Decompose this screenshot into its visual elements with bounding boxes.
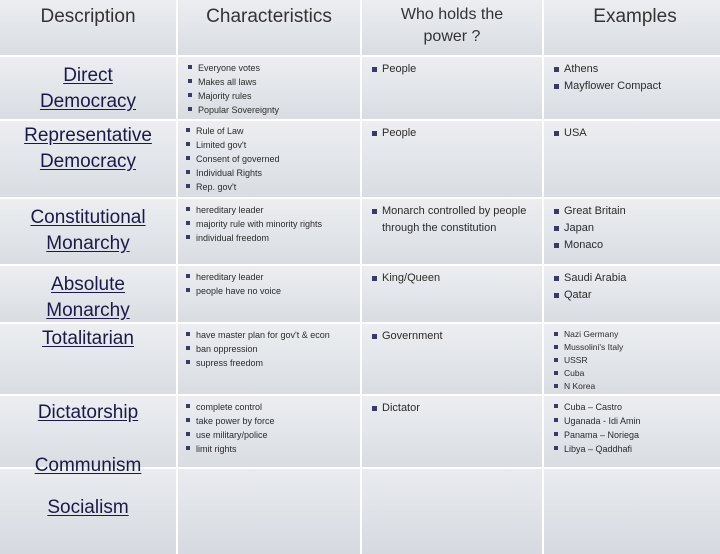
blank-cell xyxy=(544,469,720,554)
row-desc-label: Representative Democracy xyxy=(24,125,152,172)
list-item: majority rule with minority rights xyxy=(186,217,360,231)
row-holders xyxy=(362,121,542,197)
header-examples: Examples xyxy=(544,0,720,55)
characteristics-list xyxy=(178,396,360,456)
list-item: People xyxy=(372,125,542,142)
row-desc-dictatorship[interactable]: Dictatorship xyxy=(0,396,176,467)
row-desc-constitutional-monarchy[interactable] xyxy=(0,199,176,264)
list-item: hereditary leader xyxy=(186,203,360,217)
examples-list xyxy=(544,199,720,254)
row-desc-direct-democracy[interactable] xyxy=(0,57,176,119)
row-characteristics xyxy=(178,199,360,264)
list-item: Nazi Germany xyxy=(554,328,720,341)
list-item: supress freedom xyxy=(186,356,360,370)
list-item: USA xyxy=(554,125,720,142)
list-item: Consent of governed xyxy=(186,152,360,166)
row-examples xyxy=(544,396,720,467)
list-item: Saudi Arabia xyxy=(554,270,720,287)
row-holders xyxy=(362,324,542,394)
holders-list xyxy=(362,396,542,417)
row-holders xyxy=(362,396,542,467)
link-socialism[interactable]: Socialism xyxy=(47,497,129,518)
list-item: Government xyxy=(372,328,542,345)
examples-list xyxy=(544,266,720,304)
list-item: Athens xyxy=(554,61,720,78)
row-examples xyxy=(544,121,720,197)
row-desc-label: Absolute Monarchy xyxy=(46,274,130,321)
blank-cell xyxy=(362,469,542,554)
header-who-holds-power-text: Who holds the power ? xyxy=(400,6,504,45)
list-item: Cuba – Castro xyxy=(554,400,720,414)
list-item: King/Queen xyxy=(372,270,542,287)
holders-list xyxy=(362,57,542,78)
list-item: N Korea xyxy=(554,380,720,393)
holders-list xyxy=(362,121,542,142)
holders-list xyxy=(362,199,542,237)
list-item: have master plan for gov't & econ xyxy=(186,328,360,342)
list-item: Cuba xyxy=(554,367,720,380)
list-item: Great Britain xyxy=(554,203,720,220)
row-holders xyxy=(362,57,542,119)
list-item: Makes all laws xyxy=(188,75,360,89)
characteristics-list xyxy=(178,324,360,370)
list-item: Dictator xyxy=(372,400,542,417)
list-item: Monarch controlled by people through the constitution xyxy=(372,203,542,237)
list-item: take power by force xyxy=(186,414,360,428)
row-characteristics xyxy=(178,266,360,322)
row-characteristics xyxy=(178,57,360,119)
list-item: Rule of Law xyxy=(186,124,360,138)
examples-list xyxy=(544,57,720,95)
examples-list xyxy=(544,324,720,393)
list-item: Popular Sovereignty xyxy=(188,103,360,117)
row-examples xyxy=(544,324,720,394)
list-item: Mussolini's Italy xyxy=(554,341,720,354)
header-description: Description xyxy=(0,0,176,55)
row-characteristics xyxy=(178,324,360,394)
row-characteristics xyxy=(178,396,360,467)
holders-list xyxy=(362,324,542,345)
list-item: hereditary leader xyxy=(186,270,360,284)
list-item: ban oppression xyxy=(186,342,360,356)
row-holders xyxy=(362,266,542,322)
list-item: Libya – Qaddhafi xyxy=(554,442,720,456)
blank-cell xyxy=(178,469,360,554)
other-forms xyxy=(0,445,176,529)
list-item: Mayflower Compact xyxy=(554,78,720,95)
list-item: USSR xyxy=(554,354,720,367)
row-desc-label: Constitutional Monarchy xyxy=(30,207,146,254)
list-item: individual freedom xyxy=(186,231,360,245)
row-desc-totalitarian[interactable]: Totalitarian xyxy=(0,324,176,394)
examples-list xyxy=(544,121,720,142)
row-examples xyxy=(544,266,720,322)
list-item: Qatar xyxy=(554,287,720,304)
examples-list xyxy=(544,396,720,456)
link-communism[interactable]: Communism xyxy=(34,455,142,476)
row-characteristics xyxy=(178,121,360,197)
characteristics-list xyxy=(178,266,360,298)
row-desc-representative-democracy[interactable] xyxy=(0,121,176,197)
characteristics-list xyxy=(178,121,360,194)
list-item: Individual Rights xyxy=(186,166,360,180)
list-item: Majority rules xyxy=(188,89,360,103)
list-item: Monaco xyxy=(554,237,720,254)
list-item: Everyone votes xyxy=(188,61,360,75)
characteristics-list xyxy=(178,57,360,117)
header-who-holds-power xyxy=(362,0,542,55)
list-item: people have no voice xyxy=(186,284,360,298)
row-desc-absolute-monarchy[interactable] xyxy=(0,266,176,322)
row-examples xyxy=(544,57,720,119)
list-item: limit rights xyxy=(186,442,360,456)
list-item: Uganada - Idi Amin xyxy=(554,414,720,428)
characteristics-list xyxy=(178,199,360,245)
row-desc-label: Direct Democracy xyxy=(39,65,137,112)
list-item: Limited gov't xyxy=(186,138,360,152)
row-holders xyxy=(362,199,542,264)
list-item: Japan xyxy=(554,220,720,237)
row-examples xyxy=(544,199,720,264)
list-item: complete control xyxy=(186,400,360,414)
list-item: People xyxy=(372,61,542,78)
list-item: use military/police xyxy=(186,428,360,442)
holders-list xyxy=(362,266,542,287)
list-item: Rep. gov't xyxy=(186,180,360,194)
header-characteristics: Characteristics xyxy=(178,0,360,55)
list-item: Panama – Noriega xyxy=(554,428,720,442)
